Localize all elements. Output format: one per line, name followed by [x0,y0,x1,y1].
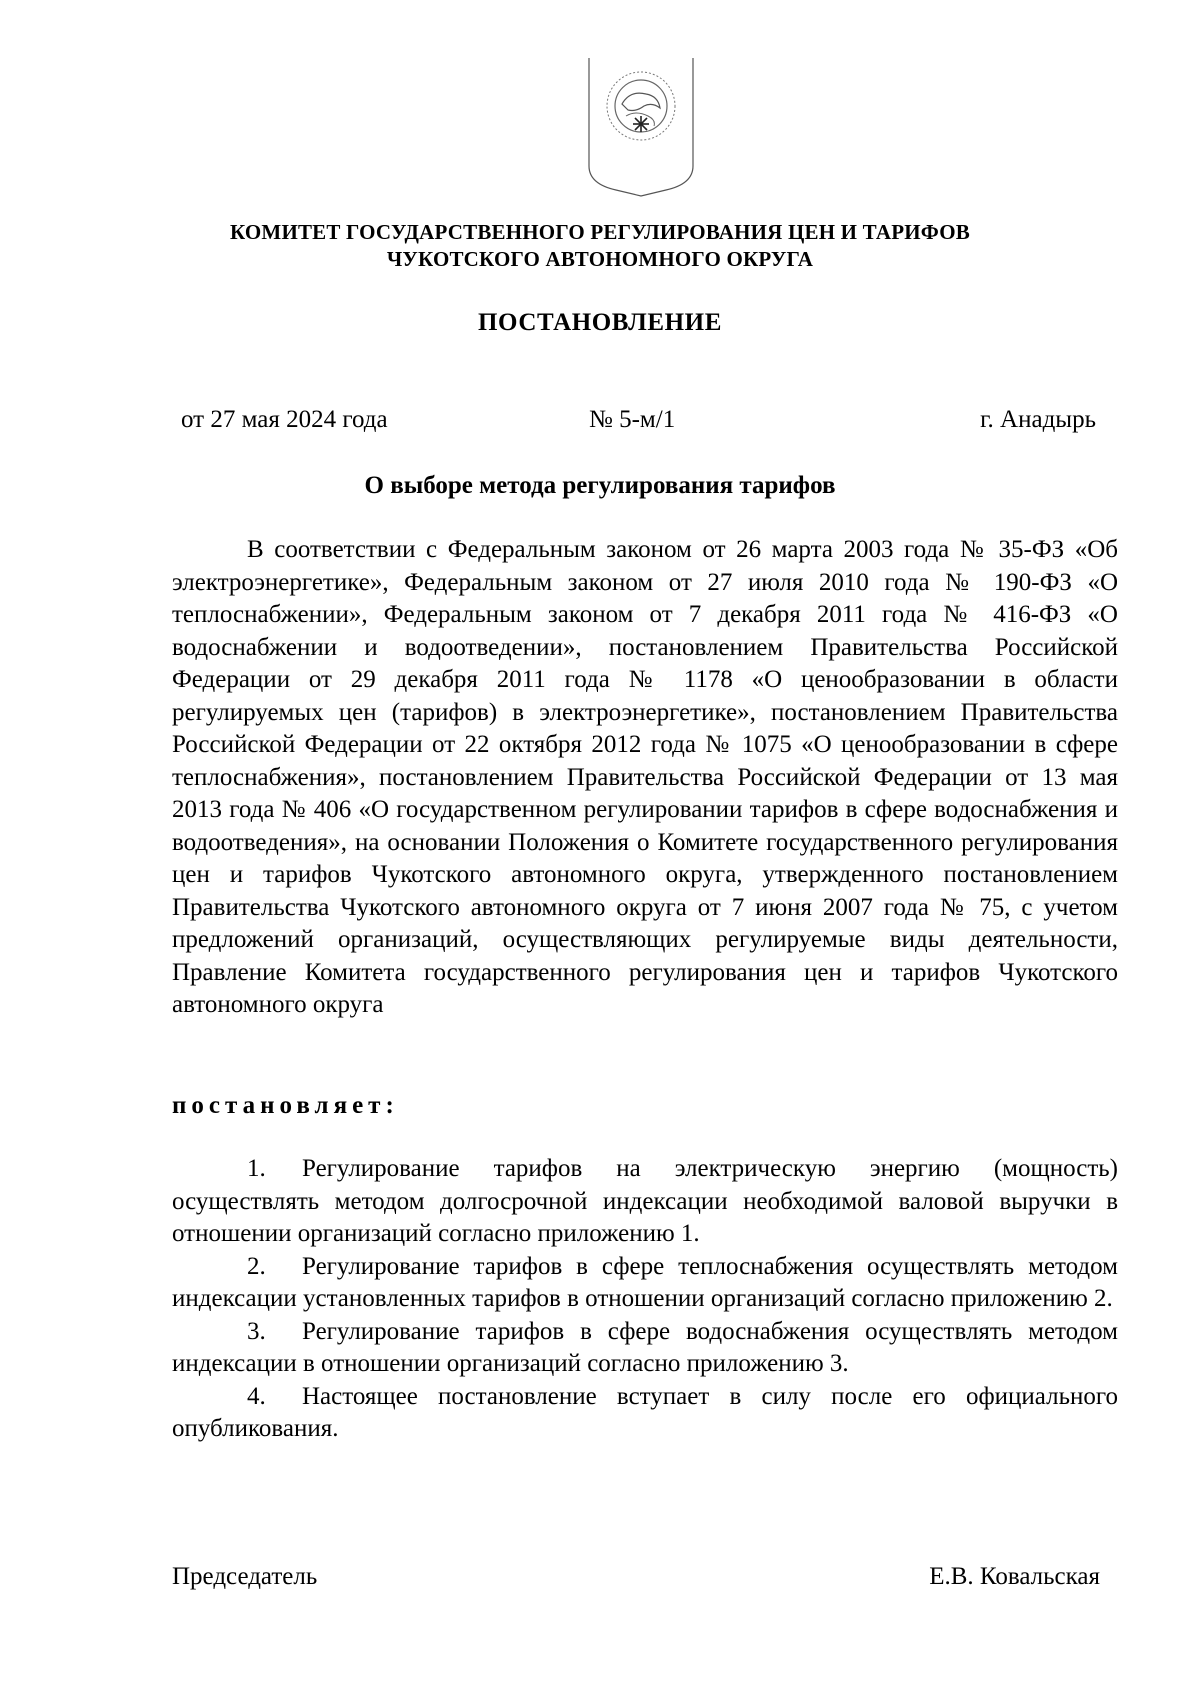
resolution-item [172,1153,1118,1251]
signatory-name: Е.В. Ковальская [929,1563,1100,1590]
chukotka-emblem-icon [586,56,696,208]
item-text: Регулирование тарифов на электрическую энергию (мощность) осуществлять методом долгосрочной индексации необходимой валовой выручки в отношении организаций согласно приложению 1. [172,1155,1118,1247]
document-number: № 5-м/1 [589,406,676,433]
item-number: 4. [247,1382,266,1410]
decree-word: постановляет: [172,1092,399,1119]
signatory-position: Председатель [172,1563,318,1590]
document-title: О выборе метода регулирования тарифов [364,472,836,499]
resolution-items [172,1153,1118,1446]
document-city: г. Анадырь [980,406,1096,433]
organization-name-line-1: КОМИТЕТ ГОСУДАРСТВЕННОГО РЕГУЛИРОВАНИЯ ЦЕН И ТАРИФОВ [229,220,970,244]
item-number: 1. [247,1155,266,1182]
resolution-item [172,1251,1118,1316]
item-text: Регулирование тарифов в сфере водоснабжения осуществлять методом индексации в отношении организаций согласно приложению 3. [172,1317,1118,1377]
document-type: ПОСТАНОВЛЕНИЕ [477,309,723,336]
resolution-item [172,1381,1118,1446]
document-date: от 27 мая 2024 года [181,406,388,433]
organization-name-line-2: ЧУКОТСКОГО АВТОНОМНОГО ОКРУГА [386,247,814,271]
item-text: Регулирование тарифов в сфере теплоснабжения осуществлять методом индексации установленных тарифов в отношении организаций согласно приложению 2. [172,1252,1118,1312]
item-number: 3. [247,1317,266,1345]
item-number: 2. [247,1252,266,1280]
resolution-item [172,1316,1118,1381]
item-text: Настоящее постановление вступает в силу после его официального опубликования. [172,1382,1118,1442]
preamble-paragraph: В соответствии с Федеральным законом от 26 марта 2003 года № 35-ФЗ «Об электроэнергетике», Федеральным законом от 27 июля 2010 года № 190-ФЗ «О теплоснабжении», Федеральным законом от 7 декабря 2011 года № 416-ФЗ «О водоснабжении и водоотведении», постановлением Правительства Российской Федерации от 29 декабря 2011 года № 1178 «О ценообразовании в области регулируемых цен (тарифов) в электроэнергетике», постановлением Правительства Российской Федерации от 22 октября 2012 года № 1075 «О ценообразовании в сфере теплоснабжения», постановлением Правительства Российской Федерации от 13 мая 2013 года № 406 «О государственном регулировании тарифов в сфере водоснабжения и водоотведения», на основании Положения о Комитете государственного регулирования цен и тарифов Чукотского автономного округа, утвержденного постановлением Правительства Чукотского автономного округа от 7 июня 2007 года № 75, с учетом предложений организаций, осуществляющих регулируемые виды деятельности, Правление Комитета государственного регулирования цен и тарифов Чукотского автономного округа [172,536,1118,1018]
